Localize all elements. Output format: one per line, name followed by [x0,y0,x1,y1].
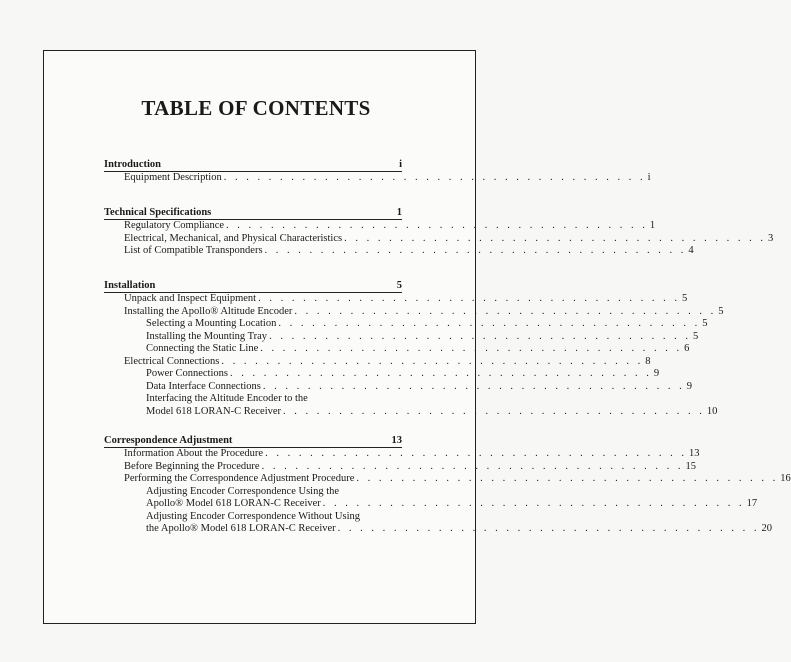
toc-entry[interactable] [104,293,688,306]
toc-entry-page: i [647,172,651,183]
section-heading-label: Correspondence Adjustment [104,435,233,446]
section-heading[interactable] [104,206,402,220]
toc-entry-page: 4 [688,245,694,256]
toc-entry[interactable] [104,368,660,381]
toc-entry-page: 10 [706,405,718,417]
toc-entry-text: Installing the Apollo® Altitude Encoder [124,305,293,317]
toc-entry-page: 1 [649,220,656,231]
toc-entry[interactable] [104,523,773,536]
toc-entry-text: Connecting the Static Line [146,343,259,354]
section-introduction [104,158,651,185]
toc-entry-page: 13 [688,448,700,459]
toc-entry[interactable] [104,343,690,356]
section-heading-page: 13 [391,435,402,446]
toc-entry-text: Before Beginning the Procedure [124,460,260,472]
toc-entry[interactable] [104,220,656,233]
toc-entry-page: 9 [686,380,692,392]
toc-entry[interactable] [104,245,694,258]
leader-dots: . . . . . . . . . . . . . . . . . . . . . . . . . . . . . . . . . . . . . . [264,245,687,256]
toc-entry-text: Selecting a Mounting Location [146,318,277,329]
leader-dots: . . . . . . . . . . . . . . . . . . . . . . . . . . . . . . . . . . . . . . [221,355,644,367]
toc-entry-page: 16 [780,473,791,484]
toc-entry-page: 15 [685,460,696,472]
toc-entry-text: Electrical, Mechanical, and Physical Characteristics [124,232,343,244]
toc-entry-text: Model 618 LORAN-C Receiver [146,405,282,417]
leader-dots: . . . . . . . . . . . . . . . . . . . . . . . . . . . . . . . . . . . . . . [356,473,779,484]
leader-dots: . . . . . . . . . . . . . . . . . . . . . . . . . . . . . . . . . . . . . . [262,380,685,392]
leader-dots: . . . . . . . . . . . . . . . . . . . . . . . . . . . . . . . . . . . . . . [265,448,687,459]
toc-entry-page: 20 [761,523,773,534]
toc-entry-text: Data Interface Connections [146,380,261,392]
section-heading-label: Technical Specifications [104,207,212,218]
section-technical-specifications [104,206,774,258]
toc-entry-text: Electrical Connections [124,355,220,367]
leader-dots: . . . . . . . . . . . . . . . . . . . . . . . . . . . . . . . . . . . . . . [337,523,760,534]
toc-entry-text: Equipment Description [124,172,222,183]
toc-entry-page: 17 [746,498,758,509]
toc-entry-text: Performing the Correspondence Adjustment Procedure [124,473,355,484]
leader-dots: . . . . . . . . . . . . . . . . . . . . . . . . . . . . . . . . . . . . . . [278,318,701,329]
toc-entry[interactable] [104,172,651,185]
section-heading-label: Installation [104,280,156,291]
toc-entry[interactable] [104,473,791,486]
section-heading[interactable] [104,279,402,293]
section-installation [104,279,724,418]
toc-entry-continued[interactable]: Interfacing the Altitude Encoder to the [146,393,308,404]
toc-entry[interactable] [104,460,696,474]
leader-dots: . . . . . . . . . . . . . . . . . . . . . . . . . . . . . . . . . . . . . . [229,368,652,379]
toc-entry-continued[interactable]: Adjusting Encoder Correspondence Using the [146,485,340,497]
leader-dots: . . . . . . . . . . . . . . . . . . . . . . . . . . . . . . . . . . . . . . [223,172,646,183]
toc-entry[interactable] [104,318,708,331]
toc-entry[interactable] [104,380,692,394]
toc-entry[interactable] [104,448,700,461]
leader-dots: . . . . . . . . . . . . . . . . . . . . . . . . . . . . . . . . . . . . . . [260,343,683,354]
leader-dots: . . . . . . . . . . . . . . . . . . . . . . . . . . . . . . . . . . . . . . [226,220,648,231]
toc-entry-continued[interactable]: Adjusting Encoder Correspondence Without Using [146,510,361,522]
section-heading[interactable] [104,434,402,448]
toc-entry-page: 6 [684,343,690,354]
leader-dots: . . . . . . . . . . . . . . . . . . . . . . . . . . . . . . . . . . . . . . [344,232,766,244]
toc-entry-text: Installing the Mounting Tray [146,330,268,342]
toc-entry-page: 5 [702,318,708,329]
section-heading[interactable] [104,158,402,172]
toc-entry-text: the Apollo® Model 618 LORAN-C Receiver [146,523,336,534]
leader-dots: . . . . . . . . . . . . . . . . . . . . . . . . . . . . . . . . . . . . . . [294,305,717,317]
section-heading-page: i [399,159,402,170]
toc-entry[interactable] [104,498,758,511]
toc-entry-text: Power Connections [146,368,228,379]
toc-entry-page: 5 [681,293,688,304]
section-heading-page: 5 [396,280,402,291]
leader-dots: . . . . . . . . . . . . . . . . . . . . . . . . . . . . . . . . . . . . . . [283,405,705,417]
toc-entry-page: 8 [645,355,651,367]
toc-entry-page: 5 [718,305,724,317]
toc-entry[interactable] [104,305,724,319]
toc-entry[interactable] [104,405,718,419]
section-heading-page: 1 [396,207,402,218]
toc-entry-text: Information About the Procedure [124,448,264,459]
leader-dots: . . . . . . . . . . . . . . . . . . . . . . . . . . . . . . . . . . . . . . [269,330,691,342]
toc-entry[interactable] [104,355,651,369]
toc-entry-text: Regulatory Compliance [124,220,225,231]
leader-dots: . . . . . . . . . . . . . . . . . . . . . . . . . . . . . . . . . . . . . . [322,498,745,509]
leader-dots: . . . . . . . . . . . . . . . . . . . . . . . . . . . . . . . . . . . . . . [261,460,684,472]
toc-entry-page: 5 [692,330,699,342]
toc-entry[interactable] [104,232,774,246]
leader-dots: . . . . . . . . . . . . . . . . . . . . . . . . . . . . . . . . . . . . . . [258,293,680,304]
toc-entry-page: 9 [653,368,660,379]
toc-entry[interactable] [104,330,699,344]
page-title: TABLE OF CONTENTS [141,96,371,120]
toc-entry-page: 3 [767,232,774,244]
toc-entry-text: List of Compatible Transponders [124,245,263,256]
toc-entry-text: Apollo® Model 618 LORAN-C Receiver [146,498,321,509]
toc-entry-text: Unpack and Inspect Equipment [124,293,257,304]
section-correspondence-adjustment [104,434,791,536]
section-heading-label: Introduction [104,159,161,170]
